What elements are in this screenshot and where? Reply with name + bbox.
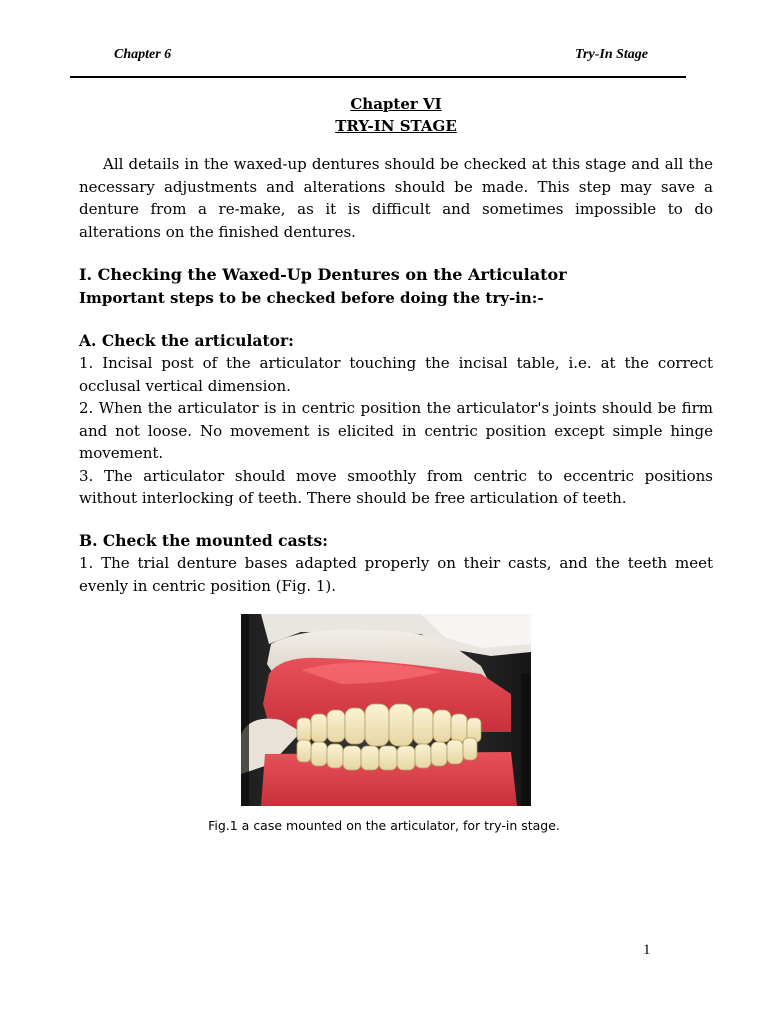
list-item-b1: 1. The trial denture bases adapted properly on their casts, and the teeth meet evenly in centric position (Fig. 1). <box>79 554 713 595</box>
chapter-title: TRY-IN STAGE <box>335 117 457 135</box>
denture-photo-illustration <box>241 614 531 806</box>
page-body <box>79 93 713 597</box>
section-heading: I. Checking the Waxed-Up Dentures on the Articulator <box>79 265 567 284</box>
intro-paragraph: All details in the waxed-up dentures should be checked at this stage and all the necessary adjustments and alterations should be made. This step may save a denture from a re-make, as it is difficult and sometimes impossible to do alterations on the finished dentures. <box>79 155 713 241</box>
list-item-a2: 2. When the articulator is in centric position the articulator's joints should be firm and not loose. No movement is elicited in centric position except simple hinge movement. <box>79 399 713 462</box>
header-section-label: Try-In Stage <box>575 47 648 62</box>
subsection-b-heading: B. Check the mounted casts: <box>79 530 328 550</box>
figure-caption: Fig.1 a case mounted on the articulator, for try-in stage. <box>208 818 560 833</box>
header-rule <box>70 76 686 78</box>
chapter-number: Chapter VI <box>350 95 442 113</box>
figure-denture-photo <box>241 614 531 806</box>
running-header <box>70 44 686 80</box>
subsection-a-heading: A. Check the articulator: <box>79 330 294 350</box>
header-chapter-label: Chapter 6 <box>114 47 172 62</box>
list-item-a3: 3. The articulator should move smoothly from centric to eccentric positions without interlocking of teeth. There should be free articulation of teeth. <box>79 466 713 507</box>
section-subintro: Important steps to be checked before doing the try-in:- <box>79 289 544 307</box>
list-item-a1: 1. Incisal post of the articulator touching the incisal table, i.e. at the correct occlusal vertical dimension. <box>79 354 713 395</box>
page-number: 1 <box>643 942 651 958</box>
